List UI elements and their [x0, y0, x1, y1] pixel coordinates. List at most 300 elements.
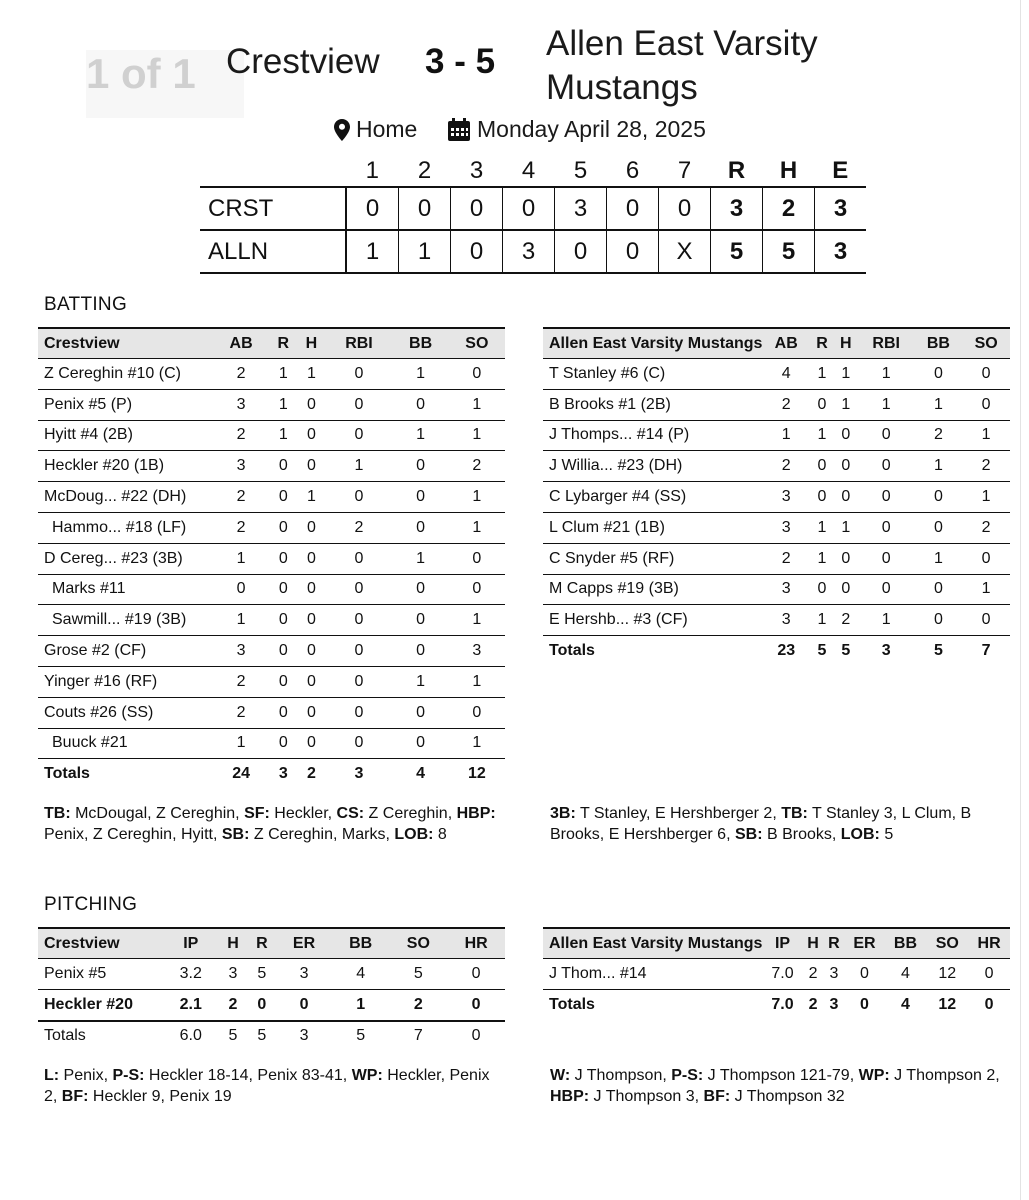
stat-cell: 0 — [269, 728, 297, 759]
errors-header: E — [832, 157, 849, 184]
home-pitching-notes — [550, 1065, 1010, 1107]
stat-cell: 1 — [810, 420, 834, 451]
column-header: HR — [968, 928, 1010, 959]
note-text: Penix, — [59, 1067, 113, 1084]
hits-header: H — [779, 157, 798, 184]
stat-cell: 1 — [449, 389, 505, 420]
stat-cell: 1 — [810, 605, 834, 636]
totals-row — [38, 1021, 505, 1052]
stat-cell: 0 — [915, 512, 963, 543]
stat-cell: 3 — [213, 636, 269, 667]
note-label: CS: — [336, 805, 365, 822]
stat-cell: 0 — [447, 989, 505, 1020]
stat-cell: 4 — [885, 959, 927, 990]
inning-header: 4 — [521, 157, 536, 184]
column-header: H — [219, 928, 248, 959]
home-batting-table — [543, 327, 1010, 666]
stat-cell: 1 — [449, 512, 505, 543]
stat-cell: 1 — [269, 389, 297, 420]
stat-cell: 1 — [213, 728, 269, 759]
inning-score: 0 — [503, 187, 555, 230]
stat-cell: 6.0 — [179, 1027, 202, 1045]
inning-score: 0 — [607, 187, 659, 230]
column-header: H — [803, 928, 824, 959]
player-name: Z Cereghin #10 (C) — [38, 359, 213, 390]
stat-cell: 0 — [393, 512, 449, 543]
player-name: M Capps #19 (3B) — [543, 574, 762, 605]
team-column-header: Allen East Varsity Mustangs — [543, 328, 762, 359]
stat-cell: 0 — [810, 574, 834, 605]
note-text: J Thompson 2, — [889, 1067, 1000, 1084]
note-label: WP: — [351, 1067, 383, 1084]
runs-total: 3 — [711, 187, 763, 230]
stat-cell: 0 — [962, 543, 1010, 574]
stat-cell: 0 — [810, 389, 834, 420]
note-text: Penix, Z Cereghin, Hyitt, — [44, 826, 222, 843]
stat-cell: 0 — [297, 728, 325, 759]
column-header: BB — [332, 928, 390, 959]
table-row — [543, 512, 1010, 543]
stat-cell: 2 — [962, 512, 1010, 543]
stat-cell: 0 — [269, 666, 297, 697]
stat-cell: 3 — [762, 605, 810, 636]
player-name: E Hershb... #3 (CF) — [543, 605, 762, 636]
stat-cell: 7 — [413, 1027, 423, 1045]
stat-cell: 1 — [810, 512, 834, 543]
inning-header: 2 — [417, 157, 432, 184]
stat-cell: 1 — [834, 359, 858, 390]
runs-total: 5 — [711, 230, 763, 273]
player-name: Buuck #21 — [38, 728, 213, 759]
note-label: TB: — [44, 805, 71, 822]
note-label: P-S: — [112, 1067, 145, 1084]
errors-total: 3 — [815, 187, 867, 230]
inning-score: 0 — [659, 187, 711, 230]
stat-cell: 2 — [219, 989, 248, 1020]
stat-cell: 0 — [325, 359, 392, 390]
player-name: Heckler #20 (1B) — [38, 451, 213, 482]
stat-cell: 0 — [325, 605, 392, 636]
stat-cell: 0 — [858, 574, 915, 605]
stat-cell: 0 — [325, 574, 392, 605]
stat-cell: 0 — [962, 605, 1010, 636]
stat-cell: 2 — [762, 451, 810, 482]
stat-cell: 1 — [449, 482, 505, 513]
note-label: TB: — [781, 805, 808, 822]
pitcher-name: J Thom... #14 — [543, 959, 762, 990]
stat-cell: 0 — [297, 605, 325, 636]
note-text: Z Cereghin, — [364, 805, 457, 822]
table-row — [543, 359, 1010, 390]
stat-cell: 0 — [393, 605, 449, 636]
stat-cell: 0 — [325, 636, 392, 667]
stat-cell: 0 — [834, 451, 858, 482]
totals-row — [543, 989, 1010, 1019]
stat-cell: 0 — [325, 420, 392, 451]
player-name: Grose #2 (CF) — [38, 636, 213, 667]
stat-cell: 5 — [257, 1027, 267, 1045]
stat-cell: 0 — [858, 543, 915, 574]
home-team-line-2: Mustangs — [546, 68, 698, 107]
game-date — [447, 116, 706, 143]
stat-cell: 4 — [762, 359, 810, 390]
stat-cell: 0 — [915, 605, 963, 636]
inning-score: X — [659, 230, 711, 273]
stat-cell: 1 — [213, 543, 269, 574]
player-name: Sawmill... #19 (3B) — [38, 605, 213, 636]
inning-header: 1 — [365, 157, 379, 184]
stat-cell: 1 — [915, 451, 963, 482]
game-location — [334, 116, 417, 143]
table-row — [543, 451, 1010, 482]
inning-score: 1 — [399, 230, 451, 273]
stat-cell: 0 — [325, 697, 392, 728]
team-column-header: Allen East Varsity Mustangs — [543, 928, 762, 959]
stat-cell: 1 — [393, 666, 449, 697]
totals-row — [38, 759, 505, 789]
table-row — [38, 574, 505, 605]
stat-cell: 0 — [834, 574, 858, 605]
stat-cell: 2 — [306, 765, 316, 783]
stat-cell: 1 — [762, 420, 810, 451]
stat-cell: 5 — [817, 642, 827, 660]
stat-cell: 0 — [393, 389, 449, 420]
stat-cell: 3 — [276, 959, 332, 990]
pitcher-name: Heckler #20 — [38, 989, 163, 1020]
line-score-row-home — [200, 230, 866, 273]
stat-cell: 2 — [762, 543, 810, 574]
stat-cell: 0 — [269, 636, 297, 667]
note-text: Z Cereghin, Marks, — [249, 826, 395, 843]
table-row — [38, 543, 505, 574]
stat-cell: 0 — [834, 543, 858, 574]
stat-cell: 12 — [467, 765, 486, 783]
stat-cell: 2 — [213, 359, 269, 390]
stat-cell: 1 — [962, 482, 1010, 513]
stat-cell: 5 — [933, 642, 943, 660]
stat-cell: 1 — [393, 420, 449, 451]
stat-cell: 1 — [962, 574, 1010, 605]
stat-cell: 0 — [962, 359, 1010, 390]
stat-cell: 1 — [332, 989, 390, 1020]
column-header: R — [247, 928, 276, 959]
note-label: HBP: — [456, 805, 496, 822]
totals-label: Totals — [549, 995, 595, 1013]
stat-cell: 0 — [834, 482, 858, 513]
player-name: B Brooks #1 (2B) — [543, 389, 762, 420]
table-row — [38, 389, 505, 420]
runs-header: R — [727, 157, 746, 184]
table-row — [543, 605, 1010, 636]
stat-cell: 1 — [858, 605, 915, 636]
column-header: SO — [926, 928, 968, 959]
home-pitching-table — [543, 927, 1010, 1020]
player-name: Hyitt #4 (2B) — [38, 420, 213, 451]
totals-row — [543, 636, 1010, 666]
stat-cell: 0 — [325, 482, 392, 513]
table-row — [543, 482, 1010, 513]
stat-cell: 0 — [447, 959, 505, 990]
totals-label: Totals — [44, 765, 90, 783]
inning-header: 5 — [573, 157, 588, 184]
stat-cell: 0 — [810, 482, 834, 513]
stat-cell: 0 — [213, 574, 269, 605]
table-row — [38, 605, 505, 636]
stat-cell: 1 — [834, 512, 858, 543]
table-row — [38, 359, 505, 390]
hits-total: 5 — [763, 230, 815, 273]
stat-cell: 5 — [247, 959, 276, 990]
stat-cell: 0 — [269, 512, 297, 543]
stat-cell: 2 — [213, 666, 269, 697]
stat-cell: 3 — [299, 1027, 309, 1045]
stat-cell: 0 — [297, 697, 325, 728]
player-name: Marks #11 — [38, 574, 213, 605]
stat-cell: 0 — [297, 389, 325, 420]
stat-cell: 23 — [777, 642, 796, 660]
note-label: HBP: — [550, 1088, 590, 1105]
stat-cell: 0 — [393, 482, 449, 513]
inning-score: 0 — [399, 187, 451, 230]
column-header: HR — [447, 928, 505, 959]
note-label: BF: — [61, 1088, 89, 1105]
note-label: SF: — [244, 805, 270, 822]
stat-cell: 5 — [228, 1027, 238, 1045]
stat-cell: 7.0 — [762, 959, 802, 990]
table-row — [38, 959, 505, 990]
stat-cell: 4 — [416, 765, 426, 783]
stat-cell: 0 — [393, 697, 449, 728]
away-pitching-table — [38, 927, 505, 1051]
stat-cell: 1 — [915, 389, 963, 420]
stat-cell: 0 — [269, 574, 297, 605]
stat-cell: 0 — [449, 574, 505, 605]
stat-cell: 3 — [762, 512, 810, 543]
stat-cell: 1 — [858, 389, 915, 420]
line-score-table — [200, 156, 866, 274]
column-header: IP — [163, 928, 219, 959]
stat-cell: 1 — [858, 359, 915, 390]
table-row — [38, 697, 505, 728]
date-text: Monday April 28, 2025 — [477, 116, 706, 142]
stat-cell: 1 — [269, 420, 297, 451]
column-header: RBI — [858, 328, 915, 359]
column-header: ER — [844, 928, 884, 959]
inning-header: 7 — [677, 157, 692, 184]
note-label: BF: — [703, 1088, 731, 1105]
stat-cell: 2 — [325, 512, 392, 543]
table-row — [38, 666, 505, 697]
stat-cell: 5 — [390, 959, 448, 990]
stat-cell: 0 — [297, 420, 325, 451]
player-name: J Thomps... #14 (P) — [543, 420, 762, 451]
stat-cell: 2 — [915, 420, 963, 451]
player-name: J Willia... #23 (DH) — [543, 451, 762, 482]
stat-cell: 0 — [915, 574, 963, 605]
note-text: B Brooks, — [762, 826, 841, 843]
table-row — [543, 543, 1010, 574]
stat-cell: 0 — [449, 697, 505, 728]
player-name: T Stanley #6 (C) — [543, 359, 762, 390]
stat-cell: 3.2 — [163, 959, 219, 990]
column-header: RBI — [325, 328, 392, 359]
page-indicator: 1 of 1 — [86, 50, 244, 118]
inning-header: 6 — [625, 157, 640, 184]
stat-cell: 1 — [297, 482, 325, 513]
stat-cell: 1 — [213, 605, 269, 636]
note-label: WP: — [858, 1067, 890, 1084]
table-row — [38, 728, 505, 759]
stat-cell: 0 — [915, 482, 963, 513]
line-score-row-away — [200, 187, 866, 230]
stat-cell: 3 — [278, 765, 288, 783]
stat-cell: 7 — [981, 642, 991, 660]
stat-cell: 2 — [213, 697, 269, 728]
stat-cell: 0 — [393, 451, 449, 482]
table-row — [543, 959, 1010, 990]
stat-cell: 3 — [219, 959, 248, 990]
stat-cell: 1 — [449, 666, 505, 697]
inning-score: 0 — [607, 230, 659, 273]
inning-score: 0 — [346, 187, 399, 230]
page-edge-divider — [1020, 0, 1021, 1200]
stat-cell: 24 — [232, 765, 250, 783]
stat-cell: 0 — [984, 995, 994, 1013]
stat-cell: 2.1 — [163, 989, 219, 1020]
column-header: BB — [915, 328, 963, 359]
note-text: T Stanley 3, L Clum, B Brooks, E Hershberger 6, — [550, 805, 972, 843]
column-header: R — [269, 328, 297, 359]
pitching-section-title: PITCHING — [44, 894, 138, 915]
column-header: AB — [213, 328, 269, 359]
note-text: 8 — [433, 826, 447, 843]
note-label: SB: — [734, 826, 763, 843]
stat-cell: 3 — [354, 765, 364, 783]
table-row — [38, 512, 505, 543]
stat-cell: 1 — [449, 420, 505, 451]
column-header: ER — [276, 928, 332, 959]
column-header: H — [834, 328, 858, 359]
stat-cell: 2 — [390, 989, 448, 1020]
note-text: Heckler 9, Penix 19 — [88, 1088, 232, 1105]
stat-cell: 1 — [834, 389, 858, 420]
player-name: Hammo... #18 (LF) — [38, 512, 213, 543]
stat-cell: 0 — [858, 512, 915, 543]
table-row — [543, 389, 1010, 420]
note-text: Heckler, — [269, 805, 337, 822]
map-pin-icon — [334, 119, 350, 141]
stat-cell: 1 — [449, 605, 505, 636]
player-name: L Clum #21 (1B) — [543, 512, 762, 543]
stat-cell: 3 — [824, 959, 845, 990]
stat-cell: 0 — [325, 389, 392, 420]
table-row — [38, 636, 505, 667]
stat-cell: 2 — [213, 512, 269, 543]
stat-cell: 2 — [213, 482, 269, 513]
note-text: Heckler, Penix 2, — [44, 1067, 490, 1105]
stat-cell: 0 — [858, 451, 915, 482]
pitcher-name: Penix #5 — [38, 959, 163, 990]
stat-cell: 4 — [901, 995, 910, 1013]
stat-cell: 0 — [325, 543, 392, 574]
hits-total: 2 — [763, 187, 815, 230]
note-label: L: — [44, 1067, 60, 1084]
stat-cell: 0 — [834, 420, 858, 451]
away-team-name: Crestview — [226, 42, 380, 81]
column-header: AB — [762, 328, 810, 359]
stat-cell: 1 — [325, 451, 392, 482]
home-team-name — [546, 22, 818, 110]
player-name: D Cereg... #23 (3B) — [38, 543, 213, 574]
stat-cell: 0 — [449, 543, 505, 574]
stat-cell: 2 — [962, 451, 1010, 482]
stat-cell: 0 — [393, 636, 449, 667]
calendar-icon — [447, 118, 471, 142]
note-text: Heckler 18-14, Penix 83-41, — [144, 1067, 352, 1084]
column-header: IP — [762, 928, 802, 959]
stat-cell: 0 — [297, 636, 325, 667]
totals-label: Totals — [44, 1027, 86, 1045]
final-score: 3 - 5 — [425, 42, 496, 81]
column-header: R — [810, 328, 834, 359]
note-text: 5 — [879, 826, 894, 843]
stat-cell: 0 — [269, 482, 297, 513]
player-name: C Lybarger #4 (SS) — [543, 482, 762, 513]
stat-cell: 0 — [269, 543, 297, 574]
note-label: P-S: — [671, 1067, 704, 1084]
inning-score: 0 — [555, 230, 607, 273]
stat-cell: 12 — [938, 995, 957, 1013]
table-row — [38, 989, 505, 1020]
table-row — [543, 574, 1010, 605]
table-row — [543, 420, 1010, 451]
stat-cell: 3 — [213, 451, 269, 482]
stat-cell: 3 — [881, 642, 891, 660]
player-name: McDoug... #22 (DH) — [38, 482, 213, 513]
stat-cell: 0 — [860, 995, 869, 1013]
stat-cell: 2 — [213, 420, 269, 451]
note-text: McDougal, Z Cereghin, — [70, 805, 245, 822]
stat-cell: 0 — [297, 543, 325, 574]
stat-cell: 3 — [449, 636, 505, 667]
table-row — [38, 451, 505, 482]
stat-cell: 0 — [915, 359, 963, 390]
totals-label: Totals — [549, 642, 595, 660]
stat-cell: 2 — [762, 389, 810, 420]
away-batting-table — [38, 327, 505, 789]
location-text: Home — [356, 116, 418, 142]
stat-cell: 5 — [841, 642, 851, 660]
note-label: SB: — [221, 826, 250, 843]
stat-cell: 0 — [269, 605, 297, 636]
column-header: BB — [393, 328, 449, 359]
stat-cell: 0 — [297, 451, 325, 482]
stat-cell: 0 — [810, 451, 834, 482]
inning-score: 1 — [346, 230, 399, 273]
batting-section-title: BATTING — [44, 294, 128, 315]
team-abbr: ALLN — [208, 237, 269, 265]
stat-cell: 1 — [393, 359, 449, 390]
stat-cell: 5 — [356, 1027, 366, 1045]
note-text: T Stanley, E Hershberger 2, — [575, 805, 782, 822]
stat-cell: 0 — [325, 666, 392, 697]
team-abbr: CRST — [208, 194, 274, 222]
home-batting-notes — [550, 803, 1010, 845]
stat-cell: 7.0 — [771, 995, 794, 1013]
stat-cell: 4 — [332, 959, 390, 990]
inning-header: 3 — [469, 157, 484, 184]
player-name: Penix #5 (P) — [38, 389, 213, 420]
